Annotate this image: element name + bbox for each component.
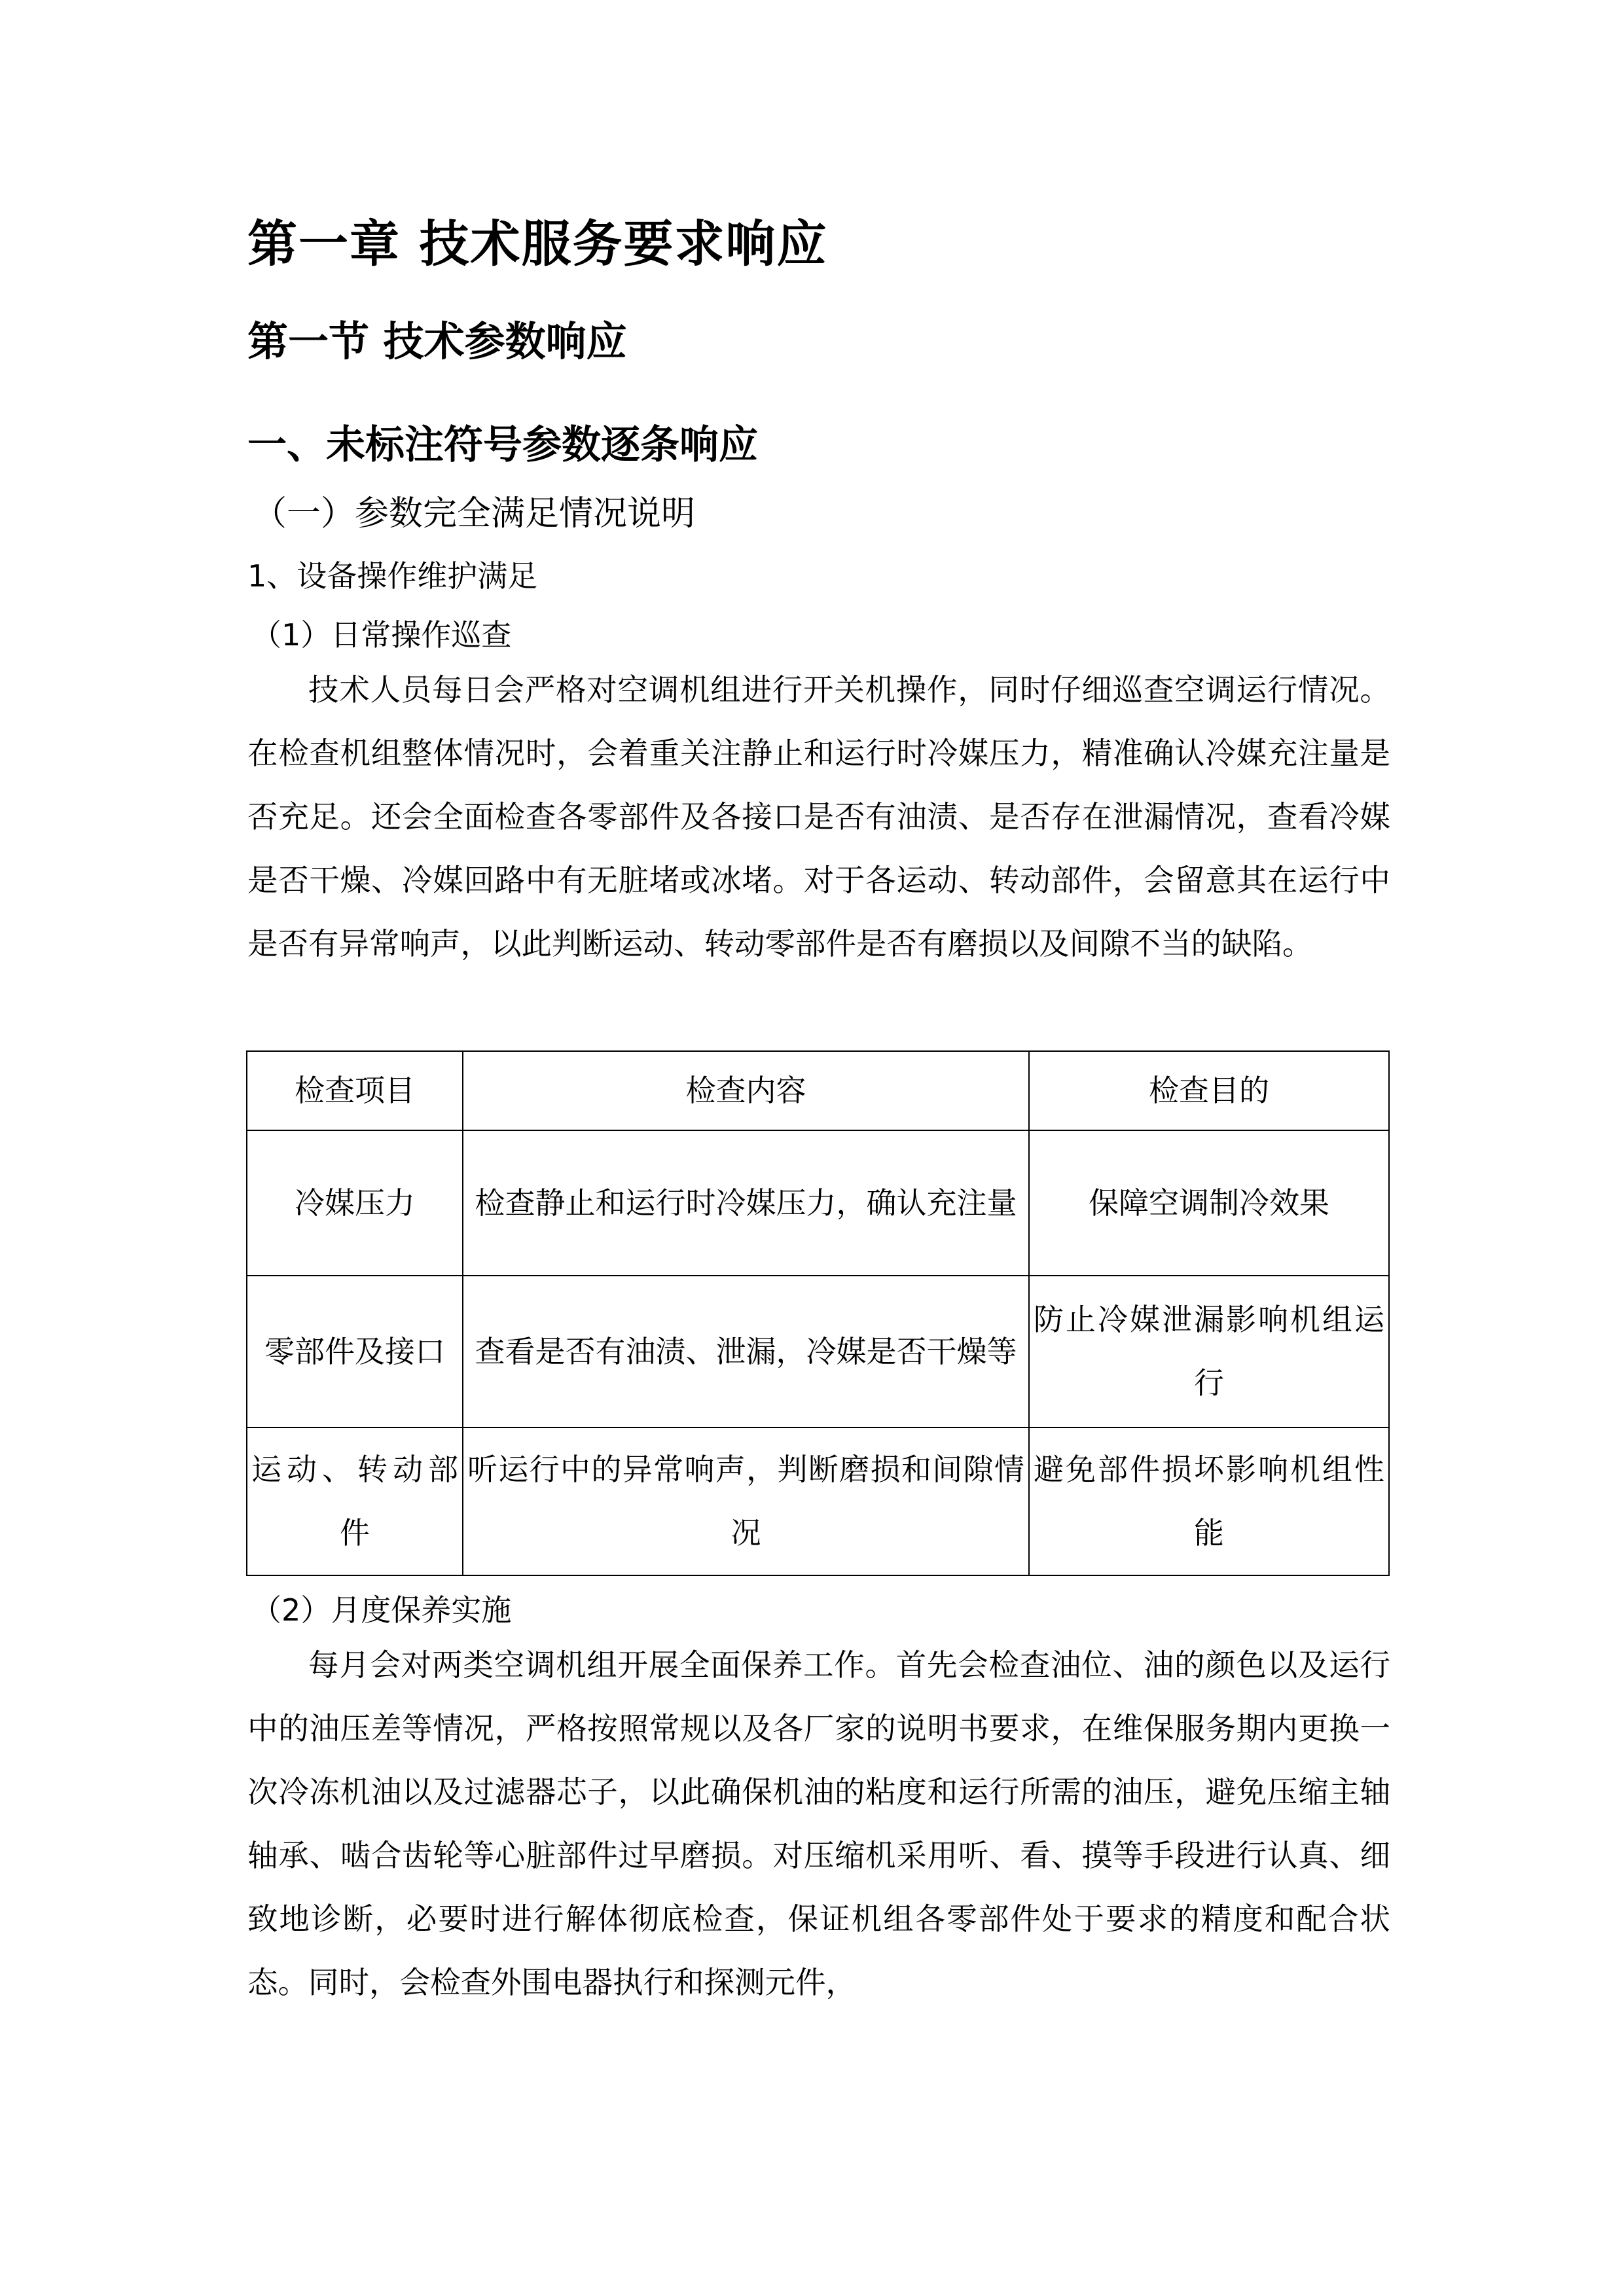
item-heading-monthly-maintenance: （2）月度保养实施 — [251, 1592, 512, 1628]
item-heading-equipment-maintenance: 1、设备操作维护满足 — [247, 558, 538, 594]
table-row — [247, 1276, 1389, 1427]
table-cell: 查看是否有油渍、泄漏，冷媒是否干燥等 — [463, 1276, 1029, 1427]
table-header-cell: 检查项目 — [247, 1051, 463, 1130]
section-title: 第一节 技术参数响应 — [247, 317, 627, 365]
chapter-title: 第一章 技术服务要求响应 — [247, 215, 828, 273]
table-cell: 冷媒压力 — [247, 1130, 463, 1276]
table-row — [247, 1427, 1389, 1575]
inspection-table — [246, 1050, 1390, 1576]
item-heading-daily-inspection: （1）日常操作巡查 — [251, 617, 512, 653]
table-cell: 检查静止和运行时冷媒压力，确认充注量 — [463, 1130, 1029, 1276]
table-cell: 零部件及接口 — [247, 1276, 463, 1427]
paragraph-daily-inspection: 技术人员每日会严格对空调机组进行开关机操作，同时仔细巡查空调运行情况。在检查机组整体情况时，会着重关注静止和运行时冷媒压力，精准确认冷媒充注量是否充足。还会全面检查各零部件及各接口是否有油渍、是否存在泄漏情况，查看冷媒是否干燥、冷媒回路中有无脏堵或冰堵。对于各运动、转动部件，会留意其在运行中是否有异常响声，以此判断运动、转动零部件是否有磨损以及间隙不当的缺陷。 — [247, 672, 1390, 961]
table-cell: 避免部件损坏影响机组性能 — [1029, 1427, 1389, 1575]
table-row — [247, 1130, 1389, 1276]
subsubsection-title: （一）参数完全满足情况说明 — [253, 494, 696, 533]
table-cell: 防止冷媒泄漏影响机组运行 — [1029, 1276, 1389, 1427]
table-cell: 听运行中的异常响声，判断磨损和间隙情况 — [463, 1427, 1029, 1575]
table-cell: 保障空调制冷效果 — [1029, 1130, 1389, 1276]
table-header-cell: 检查目的 — [1029, 1051, 1389, 1130]
paragraph-monthly-maintenance: 每月会对两类空调机组开展全面保养工作。首先会检查油位、油的颜色以及运行中的油压差等情况，严格按照常规以及各厂家的说明书要求，在维保服务期内更换一次冷冻机油以及过滤器芯子，以此确保机油的粘度和运行所需的油压，避免压缩主轴轴承、啮合齿轮等心脏部件过早磨损。对压缩机采用听、看、摸等手段进行认真、细致地诊断，必要时进行解体彻底检查，保证机组各零部件处于要求的精度和配合状态。同时，会检查外围电器执行和探测元件， — [247, 1647, 1390, 2000]
subsection-title: 一、未标注符号参数逐条响应 — [247, 422, 758, 468]
table-header-cell: 检查内容 — [463, 1051, 1029, 1130]
table-cell: 运动、转动部件 — [247, 1427, 463, 1575]
table-header-row — [247, 1051, 1389, 1130]
